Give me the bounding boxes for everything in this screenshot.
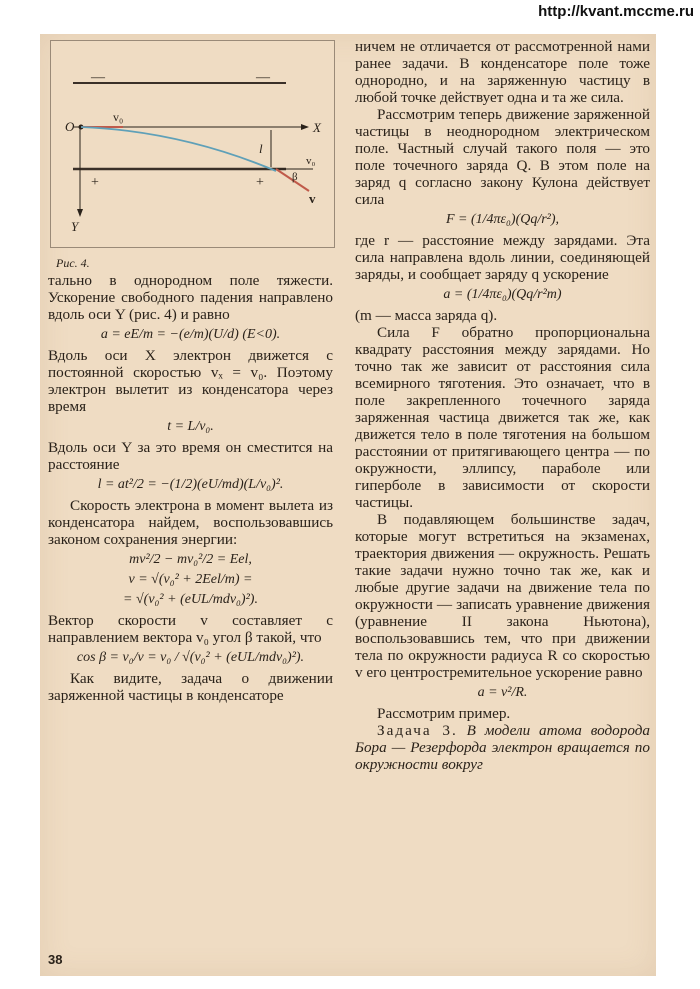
formula-acceleration: a = eE/m = −(e/m)(U/d) (E<0). [100,327,281,342]
paragraph: (m — масса заряда q). [355,307,498,324]
paragraph: ничем не отличается от рассмотренной нами ранее задачи. В конденсаторе поле тоже однородно, и на заряженную частицу в любой точке действует одна и та же сила. [355,38,650,106]
paragraph: Рассмотрим пример. [377,705,511,722]
plus-sign-2: + [256,175,264,190]
deflection-label: l [259,141,263,156]
paragraph: тально в однородном поле тяжести. Ускорение свободного падения направлено вдоль оси Y (рис. 4) и равно [48,272,333,323]
initial-velocity-label: v₀ [113,110,124,124]
paragraph: Вектор скорости v составляет с направлением вектора v₀ угол β такой, что [48,612,333,646]
formula-coulomb-force: F = (1/4πε₀)(Qq/r²), [445,212,560,227]
x-axis-arrowhead [301,124,309,130]
x-axis-label: X [313,120,321,135]
minus-sign-1: — [91,70,105,85]
electron-trajectory [81,127,276,171]
formula-cos-beta: cos β = v₀/v = v₀ / √(v₀² + (eUL/mdv₀)²). [76,650,305,665]
paragraph: Вдоль оси X электрон движется с постоянной скоростью vₓ = v₀. Поэтому электрон вылетит из конденсатора через время [48,347,333,415]
left-text-block [48,272,333,704]
paragraph: Рассмотрим теперь движение заряженной частицы в неоднородном электрическом поле. Частный случай такого поля — это поле точечного заряда Q. В этом поле на заряд q согласно закону Кулона действует сила [355,106,650,208]
formula-time: t = L/v₀. [167,419,214,434]
exit-v0-label: v₀ [306,155,316,167]
problem-text: В модели атома водорода Бора — Резерфорда электрон вращается по окружности вокруг [355,722,651,773]
paragraph: Скорость электрона в момент вылета из конденсатора найдем, воспользовавшись законом сохранения энергии: [48,497,333,548]
right-text-block [355,38,650,773]
capacitor-diagram [51,41,334,247]
formula-centripetal: a = v²/R. [477,685,528,700]
problem-3 [355,722,650,773]
exit-velocity-label: v [309,191,316,206]
angle-beta-label: β [292,171,298,183]
formula-speed-b: = √(v₀² + (eUL/mdv₀)²). [123,592,258,607]
formula-energy: mv²/2 − mv₀²/2 = Eel, [129,552,252,567]
paragraph: Вдоль оси Y за это время он сместится на расстояние [48,439,333,473]
formula-deflection: l = at²/2 = −(1/2)(eU/md)(L/v₀)². [97,477,284,492]
minus-sign-2: — [256,70,270,85]
paragraph: Как видите, задача о движении заряженной частицы в конденсаторе [48,670,333,704]
formula-coulomb-acceleration: a = (1/4πε₀)(Qq/r²m) [443,287,562,302]
paragraph: В подавляющем большинстве задач, которые могут встретиться на экзаменах, траектория движения — окружность. Решать такие задачи нужно точно так же, как и любые другие задачи на движение тела по окружности — записать уравнение движения (уравнение II закона Ньютона), воспользовавшись тем, что при движении тела по окружности радиуса R со скоростью v его центростремительное ускорение равно [355,511,650,681]
figure-4 [50,40,335,248]
formula-speed-a: v = √(v₀² + 2Eel/m) = [128,572,253,587]
y-axis-label: Y [71,219,79,234]
source-url[interactable]: http://kvant.mccme.ru [538,3,694,20]
y-axis-arrowhead [77,209,83,217]
origin-label: O [65,119,75,134]
plus-sign-1: + [91,175,99,190]
paragraph: где r — расстояние между зарядами. Эта сила направлена вдоль линии, соединяющей заряды, и сообщает заряду q ускорение [355,232,650,283]
paragraph: Сила F обратно пропорциональна квадрату расстояния между зарядами. Но точно так же зависит от расстояния сила всемирного тяготения. Это означает, что в поле закрепленного точечного заряда заряженная частица движется так же, как движется тело в поле тяготения на большом расстоянии от притягивающего центра — по окружности, эллипсу, параболе или гиперболе в зависимости от скорости частицы. [355,324,650,511]
figure-caption: Рис. 4. [56,256,90,270]
problem-label: Задача 3. [377,722,458,739]
book-page: — — + + X Y O v₀ l v₀ β v Рис. 4. тально в однородном поле тяжести. Ускорение свободного падения направлено вдоль оси Y (рис. 4) и равно a = eE/m = −(e/m)(U/d) (E<0). Вдоль оси X электрон движется с постоянной скоростью vₓ = v₀. Поэтому электрон вылетит из конденсатора через время t = L/v₀. Вдоль оси Y за это время он сместится на расстояние l = at²/2 = −(1/2)(eU/md)(L/v₀)². Скорость электрона в момент вылета из конденсатора найдем, воспользовавшись законом сохранения энергии: mv²/2 − mv₀²/2 = Eel, v = √(v₀² + 2Eel/m) = = √(v₀² + (eUL/mdv₀)²). Вектор скорости v составляет с направлением вектора v₀ угол β такой, что cos β = v₀/v = v₀ / √(v₀² + (eUL/mdv₀)²). Как видите, задача о движении заряженной частицы в конденсаторе 38 ничем не отличается от рассмотренной нами ранее задачи. В конденсаторе поле тоже однородно, и на заряженную частицу в любой точке действует одна и та же сила. Рассмотрим теперь движение заряженной частицы в неоднородном электрическом поле. Частный случай такого поля — это поле точечного заряда Q. В этом поле на заряд q согласно закону Кулона действует сила F = (1/4πε₀)(Qq/r²), где r — расстояние между зарядами. Эта сила направлена вдоль линии, соединяющей заряды, и сообщает заряду q ускорение a = (1/4πε₀)(Qq/r²m) (m — масса заряда q). Сила F обратно пропорциональна квадрату расстояния между зарядами. Но точно так же зависит от расстояния сила всемирного тяготения. Это означает, что в поле закрепленного точечного заряда заряженная частица движется так же, как движется тело в поле тяготения на большом расстоянии от притягивающего центра — по окружности, эллипсу, параболе или гиперболе в зависимости от скорости частицы. В подавляющем большинстве задач, которые могут встретиться на экзаменах, траектория движения — окружность. Решать такие задачи нужно точно так же, как и любые другие задачи на движение тела по окружности — записать уравнение движения (уравнение II закона Ньютона), воспользовавшись тем, что при движении тела по окружности радиуса R со скоростью v его центростремительное ускорение равно a = v²/R. Рассмотрим пример. Задача 3. В модели атома водорода Бора — Резерфорда электрон вращается по окружности вокруг [40,34,656,976]
